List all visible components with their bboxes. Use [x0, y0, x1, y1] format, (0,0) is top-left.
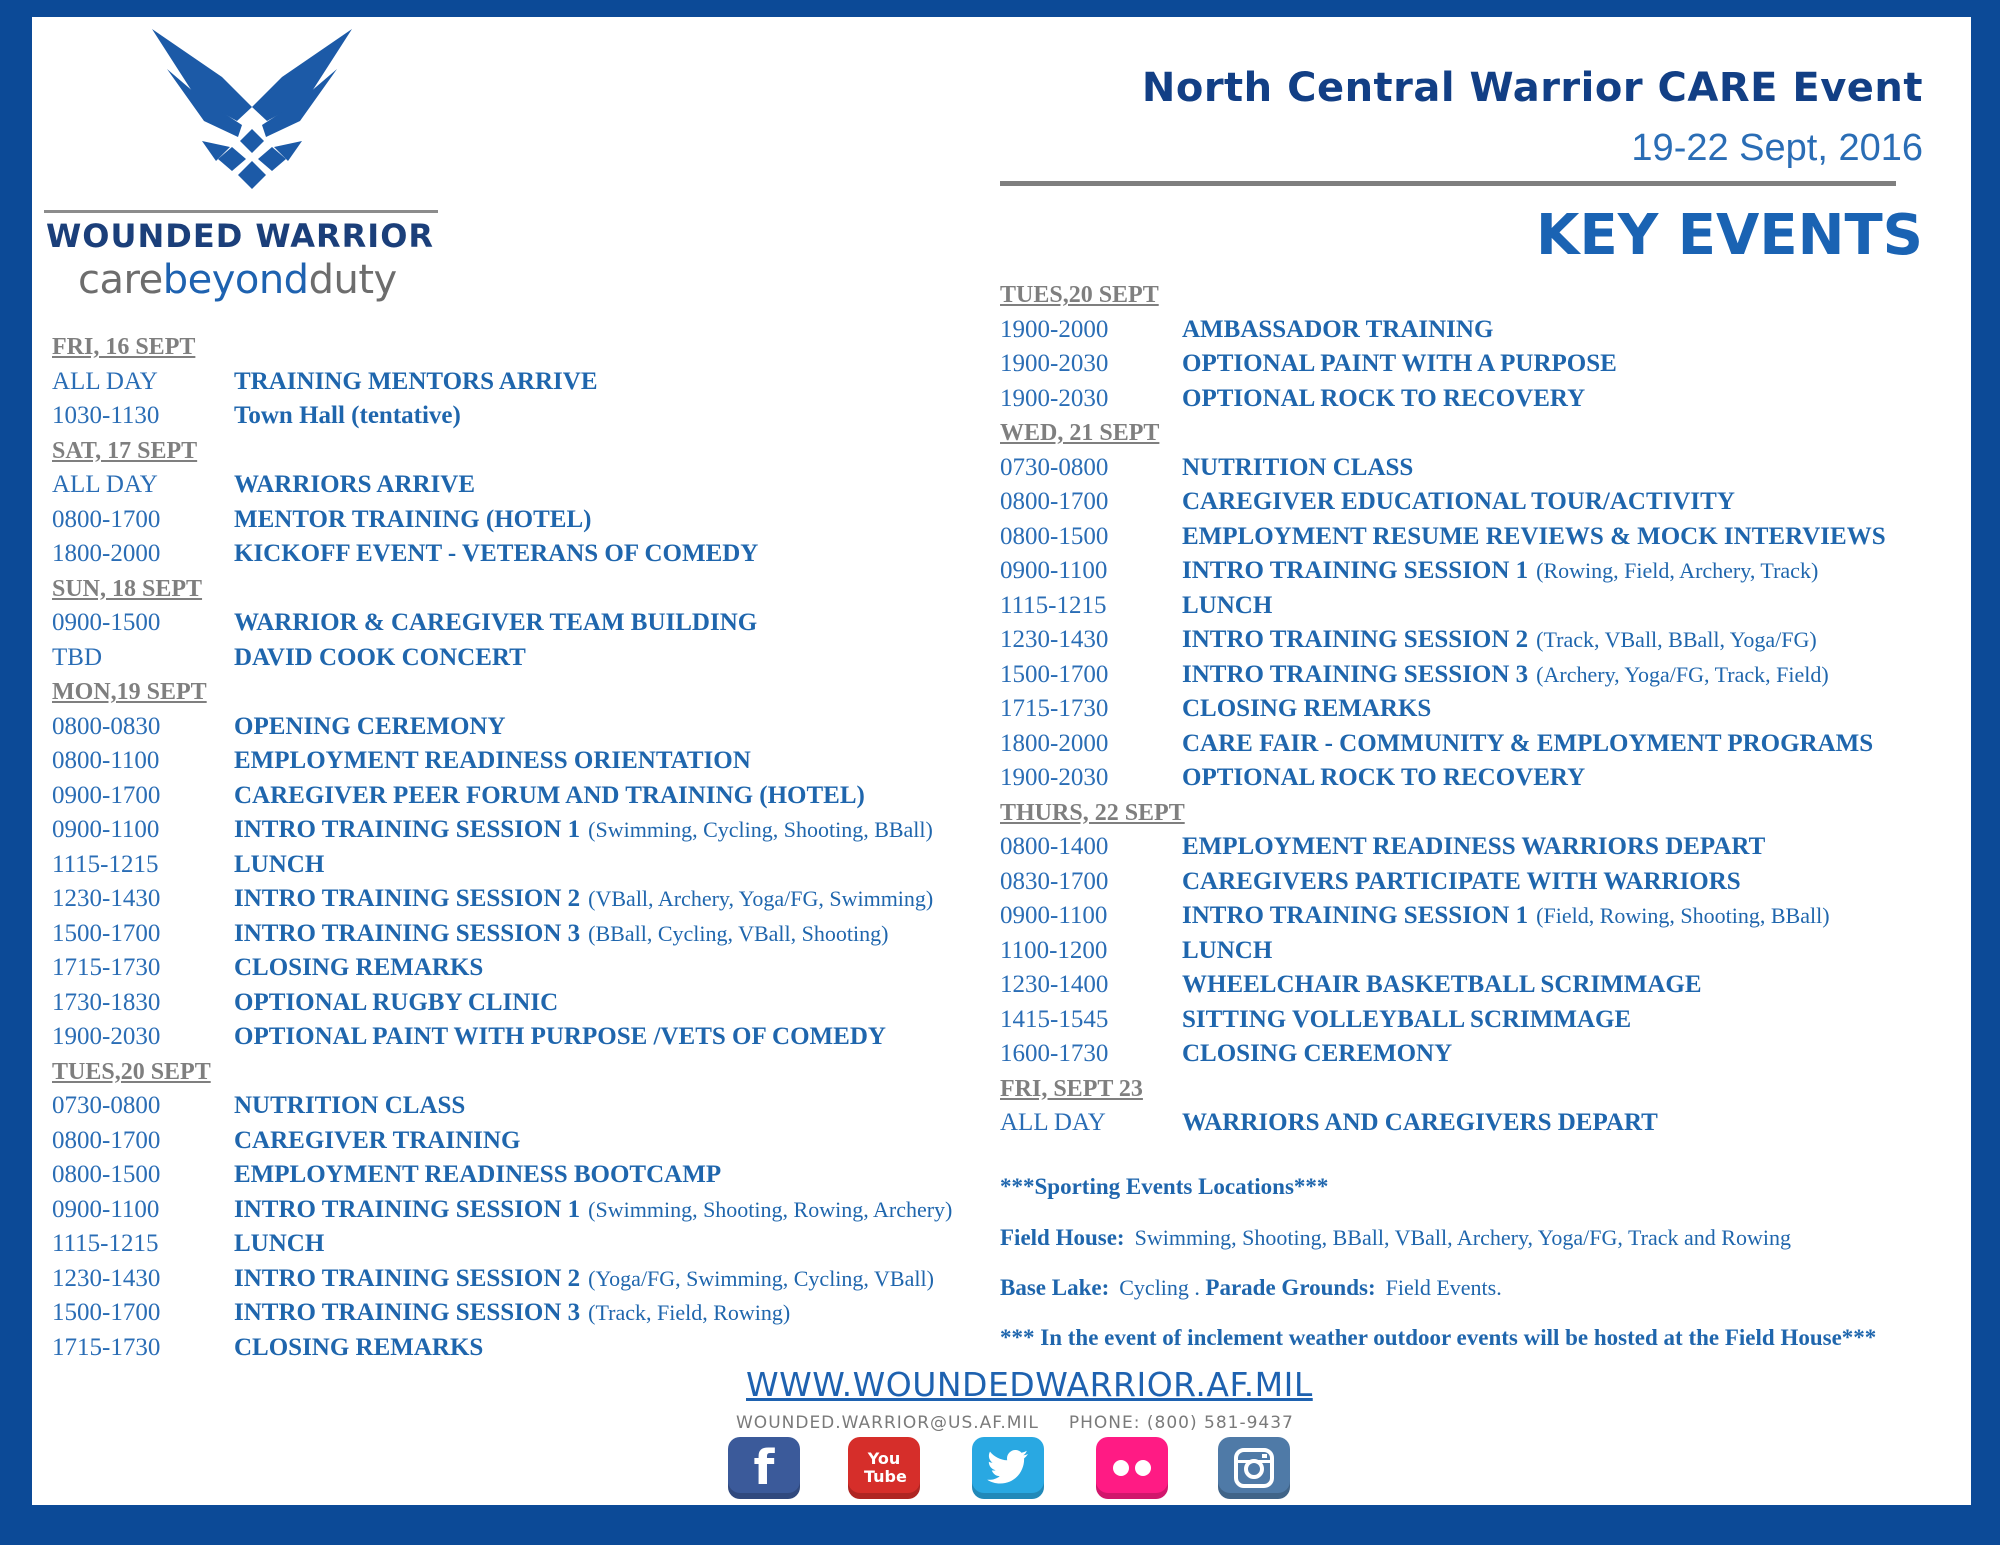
event-name-cell — [234, 1089, 465, 1124]
event-name: OPTIONAL PAINT WITH PURPOSE /VETS OF COMEDY — [234, 1023, 886, 1050]
event-name-cell — [234, 1227, 324, 1262]
event-name: AMBASSADOR TRAINING — [1182, 315, 1494, 343]
schedule-row — [52, 399, 1012, 434]
event-name: EMPLOYMENT READINESS WARRIORS DEPART — [1182, 833, 1766, 860]
event-name: CAREGIVER PEER FORUM AND TRAINING (HOTEL) — [234, 781, 865, 809]
event-time: 0900-1100 — [52, 1195, 160, 1223]
event-time: 0800-0830 — [52, 712, 161, 740]
schedule-row — [52, 468, 1012, 503]
event-name-cell — [234, 468, 475, 503]
event-name: CLOSING CEREMONY — [1182, 1040, 1453, 1067]
event-time: 0800-1500 — [52, 1161, 161, 1188]
event-name: INTRO TRAINING SESSION 2 — [1182, 626, 1529, 653]
event-time: ALL DAY — [52, 367, 158, 395]
schedule-row — [1000, 899, 1960, 934]
event-detail: (BBall, Cycling, VBall, Shooting) — [588, 920, 889, 946]
event-time: 1030-1130 — [52, 402, 160, 429]
event-time: 1900-2030 — [52, 1023, 161, 1050]
day-heading: SUN, 18 SEPT — [52, 575, 203, 602]
event-name: LUNCH — [234, 1230, 325, 1257]
schedule-left-column — [52, 330, 1012, 1365]
event-name: OPTIONAL ROCK TO RECOVERY — [1182, 764, 1586, 791]
event-name-cell — [234, 1296, 790, 1331]
schedule-row — [52, 1089, 1012, 1124]
event-name-cell — [234, 986, 558, 1021]
event-name-cell — [1182, 1037, 1452, 1072]
schedule-row — [1000, 589, 1960, 624]
event-name: NUTRITION CLASS — [1182, 453, 1414, 481]
event-time: 0800-1700 — [52, 1126, 161, 1154]
event-time: 0800-1500 — [1000, 522, 1109, 550]
event-name-cell — [234, 1262, 934, 1297]
schedule-row — [1000, 1106, 1960, 1141]
event-dates: 19-22 Sept, 2016 — [1631, 127, 1923, 169]
event-time: 0830-1700 — [1000, 867, 1109, 895]
event-name: KICKOFF EVENT - VETERANS OF COMEDY — [234, 540, 759, 567]
event-name-cell — [234, 848, 324, 883]
day-heading: TUES,20 SEPT — [1000, 282, 1159, 308]
event-name: Town Hall (tentative) — [234, 402, 461, 429]
event-name-cell — [1182, 692, 1431, 727]
event-name-cell — [1182, 658, 1829, 693]
schedule-row — [1000, 865, 1960, 900]
event-name: INTRO TRAINING SESSION 1 — [1182, 902, 1529, 929]
schedule-row — [1000, 934, 1960, 969]
logo-wordmark: WOUNDED WARRIOR — [46, 217, 435, 255]
schedule-row — [1000, 382, 1960, 417]
event-time: 1230-1430 — [52, 885, 161, 912]
day-heading: FRI, 16 SEPT — [52, 334, 196, 360]
event-time: TBD — [52, 643, 102, 671]
event-time: 1715-1730 — [52, 954, 161, 981]
schedule-row — [1000, 968, 1960, 1003]
schedule-row — [52, 779, 1012, 814]
event-name: INTRO TRAINING SESSION 3 — [234, 1299, 581, 1326]
event-name-cell — [1182, 485, 1735, 520]
schedule-row — [52, 537, 1012, 572]
schedule-row — [1000, 554, 1960, 589]
event-name-cell — [234, 1193, 952, 1228]
event-title: North Central Warrior CARE Event — [1141, 65, 1923, 111]
schedule-row — [52, 1296, 1012, 1331]
schedule-row — [52, 744, 1012, 779]
event-time: 0730-0800 — [52, 1092, 161, 1119]
schedule-row — [1000, 727, 1960, 762]
event-name: TRAINING MENTORS ARRIVE — [234, 367, 598, 395]
event-name: OPTIONAL RUGBY CLINIC — [234, 988, 559, 1016]
event-time: 1600-1730 — [1000, 1040, 1109, 1067]
event-time: 0900-1500 — [52, 609, 161, 636]
event-name: LUNCH — [1182, 936, 1273, 964]
event-name-cell — [234, 813, 933, 848]
schedule-row — [52, 1227, 1012, 1262]
event-detail: (Rowing, Field, Archery, Track) — [1536, 558, 1819, 583]
schedule-row — [52, 848, 1012, 883]
event-name-cell — [1182, 1003, 1631, 1038]
event-detail: (Swimming, Cycling, Shooting, BBall) — [588, 817, 933, 842]
schedule-row — [1000, 313, 1960, 348]
event-time: 1900-2000 — [1000, 315, 1109, 343]
schedule-row — [52, 917, 1012, 952]
schedule-row — [52, 606, 1012, 641]
event-time: 1500-1700 — [52, 919, 161, 947]
event-name-cell — [1182, 1106, 1658, 1141]
event-name-cell — [234, 537, 758, 572]
event-name-cell — [1182, 623, 1817, 658]
event-detail: (VBall, Archery, Yoga/FG, Swimming) — [588, 886, 934, 911]
schedule-row — [1000, 692, 1960, 727]
event-name-cell — [1182, 451, 1413, 486]
locations-heading: ***Sporting Events Locations*** — [1000, 1174, 1329, 1199]
schedule-row — [52, 1124, 1012, 1159]
event-name-cell — [234, 1124, 520, 1159]
schedule-row — [52, 1193, 1012, 1228]
event-name-cell — [1182, 554, 1818, 589]
event-time: ALL DAY — [1000, 1109, 1106, 1136]
event-time: 0900-1100 — [1000, 902, 1108, 929]
schedule-row — [52, 1020, 1012, 1055]
event-name: INTRO TRAINING SESSION 3 — [1182, 660, 1529, 688]
event-name-cell — [234, 1331, 483, 1366]
event-name: CAREGIVERS PARTICIPATE WITH WARRIORS — [1182, 867, 1741, 895]
event-name: OPTIONAL PAINT WITH A PURPOSE — [1182, 350, 1617, 377]
event-time: 0800-1400 — [1000, 833, 1109, 860]
day-heading: THURS, 22 SEPT — [1000, 799, 1185, 826]
event-name: EMPLOYMENT READINESS ORIENTATION — [234, 747, 751, 774]
event-time: 0730-0800 — [1000, 453, 1109, 481]
field-house-line: Field House: Swimming, Shooting, BBall, VBall, Archery, Yoga/FG, Track and Rowing — [1000, 1225, 1791, 1250]
key-events-heading: KEY EVENTS — [1536, 203, 1923, 268]
event-name: LUNCH — [1182, 591, 1273, 619]
schedule-row — [52, 503, 1012, 538]
event-name: WARRIOR & CAREGIVER TEAM BUILDING — [234, 609, 758, 636]
schedule-row — [1000, 1003, 1960, 1038]
event-name-cell — [1182, 934, 1272, 969]
event-name: OPENING CEREMONY — [234, 712, 506, 740]
event-name: CARE FAIR - COMMUNITY & EMPLOYMENT PROGRAMS — [1182, 729, 1874, 757]
event-detail: (Track, VBall, BBall, Yoga/FG) — [1536, 627, 1817, 652]
instagram-icon[interactable] — [1218, 1437, 1290, 1499]
event-time: 1900-2030 — [1000, 764, 1109, 791]
event-name: NUTRITION CLASS — [234, 1092, 466, 1119]
event-time: 1900-2030 — [1000, 350, 1109, 377]
event-time: 1415-1545 — [1000, 1005, 1109, 1033]
event-name: INTRO TRAINING SESSION 2 — [234, 885, 581, 912]
schedule-row — [1000, 451, 1960, 486]
event-name-cell — [234, 1020, 886, 1055]
event-name: WARRIORS ARRIVE — [234, 471, 476, 498]
schedule-row — [1000, 347, 1960, 382]
schedule-row — [1000, 485, 1960, 520]
header-divider — [1000, 181, 1896, 186]
event-time: 1100-1200 — [1000, 936, 1108, 964]
schedule-row — [52, 813, 1012, 848]
schedule-row — [52, 365, 1012, 400]
event-time: 1500-1700 — [52, 1299, 161, 1326]
event-time: 0900-1700 — [52, 781, 161, 809]
event-name: CAREGIVER TRAINING — [234, 1126, 521, 1154]
air-force-wings-icon — [142, 29, 362, 204]
schedule-row — [52, 882, 1012, 917]
phone-number: PHONE: (800) 581-9437 — [1068, 1413, 1294, 1433]
event-name-cell — [1182, 727, 1873, 762]
event-name-cell — [234, 951, 483, 986]
event-name: EMPLOYMENT RESUME REVIEWS & MOCK INTERVIEWS — [1182, 522, 1886, 550]
event-time: 1115-1215 — [52, 850, 159, 878]
event-name-cell — [234, 1158, 721, 1193]
event-name-cell — [234, 399, 461, 434]
day-heading: WED, 21 SEPT — [1000, 420, 1160, 446]
event-name: CLOSING REMARKS — [234, 1333, 484, 1361]
schedule-row — [52, 1158, 1012, 1193]
event-time: 0800-1100 — [52, 747, 160, 774]
email-link[interactable]: WOUNDED.WARRIOR@US.AF.MIL — [736, 1413, 1039, 1433]
event-detail: (Field, Rowing, Shooting, BBall) — [1536, 903, 1830, 928]
event-time: ALL DAY — [52, 471, 158, 498]
event-time: 1115-1215 — [52, 1230, 159, 1257]
event-time: 1230-1400 — [1000, 971, 1109, 998]
schedule-right-column — [1000, 278, 1960, 1141]
event-name-cell — [234, 606, 757, 641]
logo-tagline: carebeyondduty — [78, 257, 397, 303]
event-time: 1800-2000 — [52, 540, 161, 567]
event-detail: (Track, Field, Rowing) — [588, 1300, 791, 1325]
event-name: INTRO TRAINING SESSION 1 — [1182, 557, 1529, 584]
event-detail: (Swimming, Shooting, Rowing, Archery) — [588, 1196, 953, 1222]
day-heading: MON,19 SEPT — [52, 679, 207, 705]
event-time: 0800-1700 — [1000, 488, 1109, 515]
flickr-icon[interactable] — [1096, 1437, 1168, 1499]
event-name: WARRIORS AND CAREGIVERS DEPART — [1182, 1109, 1658, 1136]
event-name-cell — [234, 641, 526, 676]
event-time: 1800-2000 — [1000, 729, 1109, 757]
schedule-row — [1000, 761, 1960, 796]
event-time: 1900-2030 — [1000, 384, 1109, 412]
event-name-cell — [234, 710, 506, 745]
contact-line — [736, 1413, 1294, 1433]
event-name-cell — [234, 882, 933, 917]
schedule-row — [1000, 830, 1960, 865]
event-name-cell — [234, 917, 888, 952]
event-time: 1115-1215 — [1000, 591, 1107, 619]
schedule-row — [52, 710, 1012, 745]
event-name-cell — [234, 744, 751, 779]
schedule-row — [52, 986, 1012, 1021]
schedule-row — [1000, 520, 1960, 555]
event-time: 0900-1100 — [52, 816, 160, 843]
event-name: CLOSING REMARKS — [1182, 695, 1432, 722]
event-name: INTRO TRAINING SESSION 3 — [234, 919, 581, 947]
event-time: 1715-1730 — [52, 1333, 161, 1361]
event-name-cell — [1182, 589, 1272, 624]
event-name: OPTIONAL ROCK TO RECOVERY — [1182, 384, 1586, 412]
day-heading: TUES,20 SEPT — [52, 1058, 211, 1085]
event-name: INTRO TRAINING SESSION 2 — [234, 1264, 581, 1292]
day-heading: FRI, SEPT 23 — [1000, 1075, 1143, 1102]
facebook-icon[interactable]: f — [728, 1437, 800, 1499]
twitter-icon[interactable] — [972, 1437, 1044, 1499]
event-name-cell — [234, 779, 865, 814]
schedule-row — [1000, 623, 1960, 658]
schedule-row — [52, 1262, 1012, 1297]
event-name: EMPLOYMENT READINESS BOOTCAMP — [234, 1161, 722, 1188]
event-detail: (Archery, Yoga/FG, Track, Field) — [1536, 661, 1829, 687]
event-name-cell — [1182, 382, 1585, 417]
event-time: 1230-1430 — [52, 1264, 161, 1292]
website-link[interactable]: WWW.WOUNDEDWARRIOR.AF.MIL — [746, 1365, 1313, 1404]
event-name: DAVID COOK CONCERT — [234, 643, 526, 671]
event-name-cell — [1182, 313, 1493, 348]
event-name: SITTING VOLLEYBALL SCRIMMAGE — [1182, 1005, 1632, 1033]
event-time: 1730-1830 — [52, 988, 161, 1016]
event-name: MENTOR TRAINING (HOTEL) — [234, 505, 592, 533]
weather-note: *** In the event of inclement weather outdoor events will be hosted at the Field House*** — [1000, 1325, 1877, 1350]
schedule-row — [52, 951, 1012, 986]
event-name: CAREGIVER EDUCATIONAL TOUR/ACTIVITY — [1182, 488, 1735, 515]
event-name: INTRO TRAINING SESSION 1 — [234, 816, 581, 843]
flyer-page — [32, 17, 1971, 1505]
event-name: WHEELCHAIR BASKETBALL SCRIMMAGE — [1182, 971, 1702, 998]
schedule-row — [1000, 658, 1960, 693]
event-name-cell — [1182, 968, 1702, 1003]
event-time: 0800-1700 — [52, 505, 161, 533]
base-lake-line: Base Lake: Cycling . Parade Grounds: Field Events. — [1000, 1275, 1502, 1300]
event-name-cell — [1182, 899, 1830, 934]
schedule-row — [52, 641, 1012, 676]
youtube-icon[interactable]: You Tube — [848, 1437, 920, 1499]
event-name-cell — [1182, 865, 1741, 900]
event-time: 1230-1430 — [1000, 626, 1109, 653]
event-name-cell — [1182, 761, 1585, 796]
event-time: 1715-1730 — [1000, 695, 1109, 722]
event-name-cell — [1182, 830, 1765, 865]
event-name: CLOSING REMARKS — [234, 954, 484, 981]
schedule-row — [52, 1331, 1012, 1366]
event-time: 1500-1700 — [1000, 660, 1109, 688]
event-name-cell — [1182, 520, 1886, 555]
day-heading: SAT, 17 SEPT — [52, 437, 198, 464]
event-time: 0900-1100 — [1000, 557, 1108, 584]
event-name-cell — [234, 365, 598, 400]
event-name-cell — [1182, 347, 1617, 382]
event-detail: (Yoga/FG, Swimming, Cycling, VBall) — [588, 1265, 934, 1291]
event-name-cell — [234, 503, 591, 538]
event-name: LUNCH — [234, 850, 325, 878]
schedule-row — [1000, 1037, 1960, 1072]
logo-divider — [44, 210, 438, 213]
event-name: INTRO TRAINING SESSION 1 — [234, 1195, 581, 1223]
